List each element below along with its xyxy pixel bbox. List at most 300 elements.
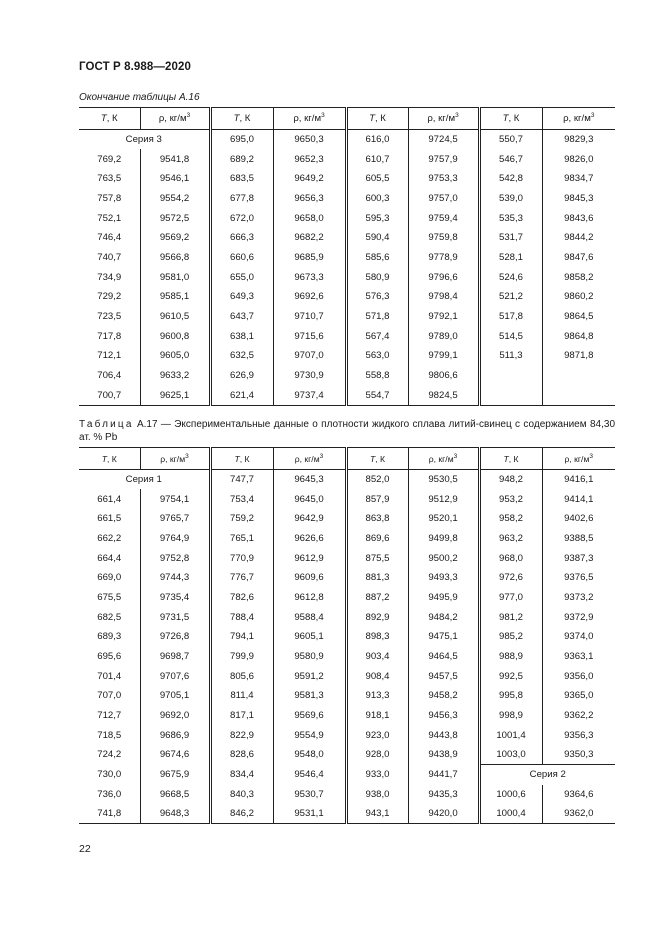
temperature-cell: 757,8 xyxy=(97,192,122,204)
temperature-cell: 712,7 xyxy=(97,710,122,722)
column-header-density: ρ, $кг/м^3$ xyxy=(408,108,479,130)
temperature-cell: 1003,0 xyxy=(479,745,542,765)
column-header-temperature: T, К xyxy=(210,448,273,470)
temperature-cell: 988,9 xyxy=(479,647,542,667)
temperature-cell: 953,2 xyxy=(479,489,542,509)
column-header-temperature: T, К xyxy=(479,448,542,470)
column-header-density: ρ, $кг/м^3$ xyxy=(542,108,615,130)
density-cell: 9796,6 xyxy=(408,267,479,287)
density-cell: 9633,2 xyxy=(140,366,210,386)
table-a16-header-row xyxy=(79,108,615,130)
density-cell: 9376,5 xyxy=(542,568,615,588)
density-cell: 9546,1 xyxy=(140,169,210,189)
density-cell xyxy=(542,385,615,405)
temperature-cell: 580,9 xyxy=(346,267,408,287)
column-header-temperature: T, К xyxy=(79,108,140,130)
temperature-cell: 903,4 xyxy=(346,647,408,667)
temperature-cell: 992,5 xyxy=(479,666,542,686)
temperature-cell: 539,0 xyxy=(479,189,542,209)
density-cell: 9554,9 xyxy=(273,725,346,745)
density-cell: 9645,0 xyxy=(273,489,346,509)
temperature-cell: 661,4 xyxy=(97,493,122,505)
density-cell: 9520,1 xyxy=(408,509,479,529)
temperature-cell: 701,4 xyxy=(97,670,122,682)
temperature-cell: 740,7 xyxy=(97,251,122,263)
density-cell: 9356,3 xyxy=(542,725,615,745)
density-cell: 9845,3 xyxy=(542,189,615,209)
density-cell: 9752,8 xyxy=(140,548,210,568)
density-cell: 9757,0 xyxy=(408,189,479,209)
temperature-cell: 610,7 xyxy=(346,149,408,169)
density-cell: 9546,4 xyxy=(273,765,346,785)
density-cell: 9843,6 xyxy=(542,208,615,228)
temperature-cell: 913,3 xyxy=(346,686,408,706)
temperature-cell: 943,1 xyxy=(346,804,408,824)
temperature-cell: 700,7 xyxy=(79,385,140,405)
temperature-cell: 605,5 xyxy=(346,169,408,189)
density-cell: 9365,0 xyxy=(542,686,615,706)
column-header-temperature: T, К xyxy=(346,108,408,130)
column-header-temperature: T, К xyxy=(479,108,542,130)
density-cell: 9435,3 xyxy=(408,785,479,805)
density-cell: 9548,0 xyxy=(273,745,346,765)
density-cell: 9674,6 xyxy=(140,745,210,765)
temperature-cell: 811,4 xyxy=(210,686,273,706)
column-header-temperature: T, К xyxy=(79,448,140,470)
density-cell: 9645,3 xyxy=(273,470,346,490)
temperature-cell: 995,8 xyxy=(479,686,542,706)
temperature-cell: 643,7 xyxy=(210,307,273,327)
column-header-temperature: T, К xyxy=(346,448,408,470)
temperature-cell: 531,7 xyxy=(479,228,542,248)
temperature-cell: 638,1 xyxy=(210,326,273,346)
density-cell: 9588,4 xyxy=(273,607,346,627)
temperature-cell: 1000,4 xyxy=(479,804,542,824)
temperature-cell: 898,3 xyxy=(346,627,408,647)
density-cell: 9656,3 xyxy=(273,189,346,209)
density-cell: 9642,9 xyxy=(273,509,346,529)
density-cell: 9806,6 xyxy=(408,366,479,386)
temperature-cell: 511,3 xyxy=(479,346,542,366)
series-label: Серия 2 xyxy=(479,765,615,785)
temperature-cell: 938,0 xyxy=(346,785,408,805)
temperature-cell: 632,5 xyxy=(210,346,273,366)
density-cell: 9362,0 xyxy=(542,804,615,824)
temperature-cell: 769,2 xyxy=(97,153,122,165)
density-cell: 9443,8 xyxy=(408,725,479,745)
table-row xyxy=(79,588,615,608)
temperature-cell: 822,9 xyxy=(210,725,273,745)
temperature-cell: 706,4 xyxy=(97,370,122,382)
column-header-density: ρ, $кг/м^3$ xyxy=(273,448,346,470)
temperature-cell: 998,9 xyxy=(479,706,542,726)
density-cell: 9705,1 xyxy=(140,686,210,706)
density-cell: 9673,3 xyxy=(273,267,346,287)
temperature-cell: 707,0 xyxy=(97,690,122,702)
density-cell: 9493,3 xyxy=(408,568,479,588)
density-cell: 9541,8 xyxy=(140,149,210,169)
temperature-cell: 669,0 xyxy=(97,572,122,584)
temperature-cell: 863,8 xyxy=(346,509,408,529)
table-row xyxy=(79,607,615,627)
temperature-cell: 695,0 xyxy=(210,130,273,150)
temperature-cell: 554,7 xyxy=(346,385,408,405)
density-cell: 9726,8 xyxy=(140,627,210,647)
temperature-cell: 723,5 xyxy=(97,311,122,323)
temperature-cell: 875,5 xyxy=(346,548,408,568)
density-cell: 9698,7 xyxy=(140,647,210,667)
table-row xyxy=(79,248,615,268)
temperature-cell: 981,2 xyxy=(479,607,542,627)
temperature-cell: 782,6 xyxy=(210,588,273,608)
temperature-cell: 828,6 xyxy=(210,745,273,765)
density-cell: 9580,9 xyxy=(273,647,346,667)
temperature-cell: 717,8 xyxy=(97,330,122,342)
temperature-cell: 805,6 xyxy=(210,666,273,686)
temperature-cell: 928,0 xyxy=(346,745,408,765)
table-row xyxy=(79,307,615,327)
table-row xyxy=(79,745,615,765)
density-cell: 9824,5 xyxy=(408,385,479,405)
temperature-cell: 712,1 xyxy=(97,350,122,362)
density-cell: 9464,5 xyxy=(408,647,479,667)
density-cell: 9826,0 xyxy=(542,149,615,169)
temperature-cell: 675,5 xyxy=(97,591,122,603)
table-row xyxy=(79,686,615,706)
density-cell: 9364,6 xyxy=(542,785,615,805)
table-row xyxy=(79,568,615,588)
temperature-cell: 542,8 xyxy=(479,169,542,189)
density-cell: 9692,0 xyxy=(140,706,210,726)
density-cell: 9441,7 xyxy=(408,765,479,785)
density-cell: 9658,0 xyxy=(273,208,346,228)
column-header-density: ρ, $кг/м^3$ xyxy=(408,448,479,470)
temperature-cell: 521,2 xyxy=(479,287,542,307)
temperature-cell: 741,8 xyxy=(79,804,140,824)
temperature-cell: 730,0 xyxy=(97,769,122,781)
column-header-density: ρ, $кг/м^3$ xyxy=(273,108,346,130)
density-cell: 9605,1 xyxy=(273,627,346,647)
temperature-cell: 655,0 xyxy=(210,267,273,287)
density-cell: 9612,8 xyxy=(273,588,346,608)
temperature-cell: 600,3 xyxy=(346,189,408,209)
temperature-cell: 881,3 xyxy=(346,568,408,588)
temperature-cell: 923,0 xyxy=(346,725,408,745)
temperature-cell: 661,5 xyxy=(97,513,122,525)
table-row xyxy=(79,189,615,209)
density-cell: 9682,2 xyxy=(273,228,346,248)
density-cell: 9685,9 xyxy=(273,248,346,268)
temperature-cell: 546,7 xyxy=(479,149,542,169)
density-cell: 9731,5 xyxy=(140,607,210,627)
density-cell: 9402,6 xyxy=(542,509,615,529)
table-row xyxy=(79,326,615,346)
temperature-cell: 1000,6 xyxy=(479,785,542,805)
temperature-cell xyxy=(479,385,542,405)
temperature-cell: 752,1 xyxy=(97,212,122,224)
density-cell: 9591,2 xyxy=(273,666,346,686)
temperature-cell: 1001,4 xyxy=(479,725,542,745)
temperature-cell: 616,0 xyxy=(346,130,408,150)
density-cell: 9363,1 xyxy=(542,647,615,667)
density-cell: 9715,6 xyxy=(273,326,346,346)
temperature-cell: 571,8 xyxy=(346,307,408,327)
density-cell: 9692,6 xyxy=(273,287,346,307)
density-cell: 9438,9 xyxy=(408,745,479,765)
density-cell: 9581,0 xyxy=(140,267,210,287)
density-cell: 9585,1 xyxy=(140,287,210,307)
table-row xyxy=(79,509,615,529)
temperature-cell: 887,2 xyxy=(346,588,408,608)
table-row xyxy=(79,529,615,549)
density-cell: 9707,6 xyxy=(140,666,210,686)
table-a17-header-row xyxy=(79,448,615,470)
density-cell: 9362,2 xyxy=(542,706,615,726)
series-label: Серия 1 xyxy=(125,474,162,486)
table-a16-caption: Окончание таблицы А.16 xyxy=(79,92,200,103)
density-cell: 9457,5 xyxy=(408,666,479,686)
temperature-cell: 535,3 xyxy=(479,208,542,228)
density-cell: 9759,4 xyxy=(408,208,479,228)
temperature-cell: 968,0 xyxy=(479,548,542,568)
density-cell: 9834,7 xyxy=(542,169,615,189)
table-row xyxy=(79,647,615,667)
temperature-cell: 747,7 xyxy=(210,470,273,490)
density-cell: 9858,2 xyxy=(542,267,615,287)
table-row xyxy=(79,666,615,686)
density-cell: 9484,2 xyxy=(408,607,479,627)
table-row xyxy=(79,765,615,785)
density-cell: 9707,0 xyxy=(273,346,346,366)
density-cell: 9610,5 xyxy=(140,307,210,327)
density-cell: 9650,3 xyxy=(273,130,346,150)
density-cell: 9744,3 xyxy=(140,568,210,588)
density-cell: 9374,0 xyxy=(542,627,615,647)
temperature-cell: 933,0 xyxy=(346,765,408,785)
density-cell: 9387,3 xyxy=(542,548,615,568)
temperature-cell: 576,3 xyxy=(346,287,408,307)
temperature-cell: 621,4 xyxy=(210,385,273,405)
density-cell: 9724,5 xyxy=(408,130,479,150)
density-cell: 9626,6 xyxy=(273,529,346,549)
density-cell: 9847,6 xyxy=(542,248,615,268)
temperature-cell: 765,1 xyxy=(210,529,273,549)
density-cell: 9566,8 xyxy=(140,248,210,268)
density-cell: 9499,8 xyxy=(408,529,479,549)
temperature-cell: 788,4 xyxy=(210,607,273,627)
temperature-cell: 626,9 xyxy=(210,366,273,386)
temperature-cell: 567,4 xyxy=(346,326,408,346)
table-row xyxy=(79,169,615,189)
temperature-cell: 664,4 xyxy=(97,552,122,564)
table-row xyxy=(79,470,615,490)
density-cell: 9458,2 xyxy=(408,686,479,706)
table-a16 xyxy=(79,107,615,406)
density-cell: 9648,3 xyxy=(140,804,210,824)
temperature-cell: 799,9 xyxy=(210,647,273,667)
temperature-cell: 753,4 xyxy=(210,489,273,509)
density-cell: 9754,1 xyxy=(140,489,210,509)
density-cell: 9844,2 xyxy=(542,228,615,248)
temperature-cell: 590,4 xyxy=(346,228,408,248)
density-cell: 9871,8 xyxy=(542,346,615,366)
density-cell: 9759,8 xyxy=(408,228,479,248)
temperature-cell: 857,9 xyxy=(346,489,408,509)
temperature-cell: 528,1 xyxy=(479,248,542,268)
temperature-cell: 958,2 xyxy=(479,509,542,529)
density-cell: 9475,1 xyxy=(408,627,479,647)
table-row xyxy=(79,287,615,307)
density-cell: 9530,7 xyxy=(273,785,346,805)
temperature-cell: 689,2 xyxy=(210,149,273,169)
table-row xyxy=(79,228,615,248)
temperature-cell: 558,8 xyxy=(346,366,408,386)
density-cell: 9753,3 xyxy=(408,169,479,189)
density-cell: 9420,0 xyxy=(408,804,479,824)
temperature-cell: 985,2 xyxy=(479,627,542,647)
table-row xyxy=(79,725,615,745)
temperature-cell: 695,6 xyxy=(97,651,122,663)
table-row xyxy=(79,208,615,228)
temperature-cell: 517,8 xyxy=(479,307,542,327)
temperature-cell: 734,9 xyxy=(97,271,122,283)
temperature-cell: 846,2 xyxy=(210,804,273,824)
table-row xyxy=(79,548,615,568)
density-cell: 9686,9 xyxy=(140,725,210,745)
density-cell: 9414,1 xyxy=(542,489,615,509)
density-cell: 9512,9 xyxy=(408,489,479,509)
table-row xyxy=(79,385,615,405)
density-cell: 9668,5 xyxy=(140,785,210,805)
density-cell: 9572,5 xyxy=(140,208,210,228)
density-cell: 9456,3 xyxy=(408,706,479,726)
density-cell: 9675,9 xyxy=(140,765,210,785)
density-cell: 9495,9 xyxy=(408,588,479,608)
temperature-cell: 776,7 xyxy=(210,568,273,588)
temperature-cell: 595,3 xyxy=(346,208,408,228)
temperature-cell: 759,2 xyxy=(210,509,273,529)
table-a17 xyxy=(79,447,615,824)
density-cell: 9710,7 xyxy=(273,307,346,327)
table-row xyxy=(79,149,615,169)
temperature-cell: 689,3 xyxy=(97,631,122,643)
temperature-cell: 672,0 xyxy=(210,208,273,228)
temperature-cell: 660,6 xyxy=(210,248,273,268)
temperature-cell: 972,6 xyxy=(479,568,542,588)
table-a17-caption: Таблица А.17 — Экспериментальные данные о плотности жидкого сплава литий-свинец с содержанием 84,30 ат. % Pb xyxy=(79,419,615,443)
temperature-cell: 563,0 xyxy=(346,346,408,366)
temperature-cell: 852,0 xyxy=(346,470,408,490)
table-row xyxy=(79,346,615,366)
density-cell: 9860,2 xyxy=(542,287,615,307)
temperature-cell: 963,2 xyxy=(479,529,542,549)
temperature-cell: 794,1 xyxy=(210,627,273,647)
document-header: ГОСТ Р 8.988—2020 xyxy=(79,61,191,73)
density-cell: 9764,9 xyxy=(140,529,210,549)
temperature-cell: 817,1 xyxy=(210,706,273,726)
table-row xyxy=(79,366,615,386)
temperature-cell xyxy=(479,366,542,386)
temperature-cell: 550,7 xyxy=(479,130,542,150)
page-number: 22 xyxy=(79,843,91,855)
density-cell: 9735,4 xyxy=(140,588,210,608)
table-row xyxy=(79,706,615,726)
density-cell: 9531,1 xyxy=(273,804,346,824)
density-cell: 9388,5 xyxy=(542,529,615,549)
temperature-cell: 729,2 xyxy=(97,291,122,303)
density-cell: 9605,0 xyxy=(140,346,210,366)
temperature-cell: 892,9 xyxy=(346,607,408,627)
density-cell: 9416,1 xyxy=(542,470,615,490)
temperature-cell: 662,2 xyxy=(97,532,122,544)
density-cell: 9864,8 xyxy=(542,326,615,346)
density-cell: 9649,2 xyxy=(273,169,346,189)
temperature-cell: 977,0 xyxy=(479,588,542,608)
density-cell: 9757,9 xyxy=(408,149,479,169)
density-cell: 9789,0 xyxy=(408,326,479,346)
density-cell: 9600,8 xyxy=(140,326,210,346)
table-row xyxy=(79,804,615,824)
temperature-cell: 683,5 xyxy=(210,169,273,189)
density-cell: 9530,5 xyxy=(408,470,479,490)
temperature-cell: 649,3 xyxy=(210,287,273,307)
density-cell: 9569,2 xyxy=(140,228,210,248)
density-cell xyxy=(542,366,615,386)
density-cell: 9581,3 xyxy=(273,686,346,706)
density-cell: 9372,9 xyxy=(542,607,615,627)
density-cell: 9737,4 xyxy=(273,385,346,405)
temperature-cell: 834,4 xyxy=(210,765,273,785)
density-cell: 9373,2 xyxy=(542,588,615,608)
temperature-cell: 948,2 xyxy=(479,470,542,490)
density-cell: 9625,1 xyxy=(140,385,210,405)
table-row xyxy=(79,785,615,805)
temperature-cell: 585,6 xyxy=(346,248,408,268)
temperature-cell: 682,5 xyxy=(97,611,122,623)
density-cell: 9778,9 xyxy=(408,248,479,268)
temperature-cell: 869,6 xyxy=(346,529,408,549)
column-header-temperature: T, К xyxy=(210,108,273,130)
temperature-cell: 677,8 xyxy=(210,189,273,209)
density-cell: 9554,2 xyxy=(140,189,210,209)
density-cell: 9799,1 xyxy=(408,346,479,366)
temperature-cell: 908,4 xyxy=(346,666,408,686)
density-cell: 9829,3 xyxy=(542,130,615,150)
temperature-cell: 718,5 xyxy=(97,729,122,741)
table-row xyxy=(79,130,615,150)
temperature-cell: 746,4 xyxy=(97,232,122,244)
density-cell: 9765,7 xyxy=(140,509,210,529)
column-header-density: ρ, $кг/м^3$ xyxy=(140,448,210,470)
table-row xyxy=(79,267,615,287)
temperature-cell: 524,6 xyxy=(479,267,542,287)
column-header-density: ρ, $кг/м^3$ xyxy=(542,448,615,470)
temperature-cell: 736,0 xyxy=(97,788,122,800)
table-row xyxy=(79,627,615,647)
column-header-density: ρ, $кг/м^3$ xyxy=(140,108,210,130)
density-cell: 9612,9 xyxy=(273,548,346,568)
density-cell: 9500,2 xyxy=(408,548,479,568)
temperature-cell: 666,3 xyxy=(210,228,273,248)
density-cell: 9350,3 xyxy=(542,745,615,765)
temperature-cell: 918,1 xyxy=(346,706,408,726)
temperature-cell: 840,3 xyxy=(210,785,273,805)
density-cell: 9864,5 xyxy=(542,307,615,327)
density-cell: 9652,3 xyxy=(273,149,346,169)
density-cell: 9569,6 xyxy=(273,706,346,726)
density-cell: 9730,9 xyxy=(273,366,346,386)
density-cell: 9609,6 xyxy=(273,568,346,588)
